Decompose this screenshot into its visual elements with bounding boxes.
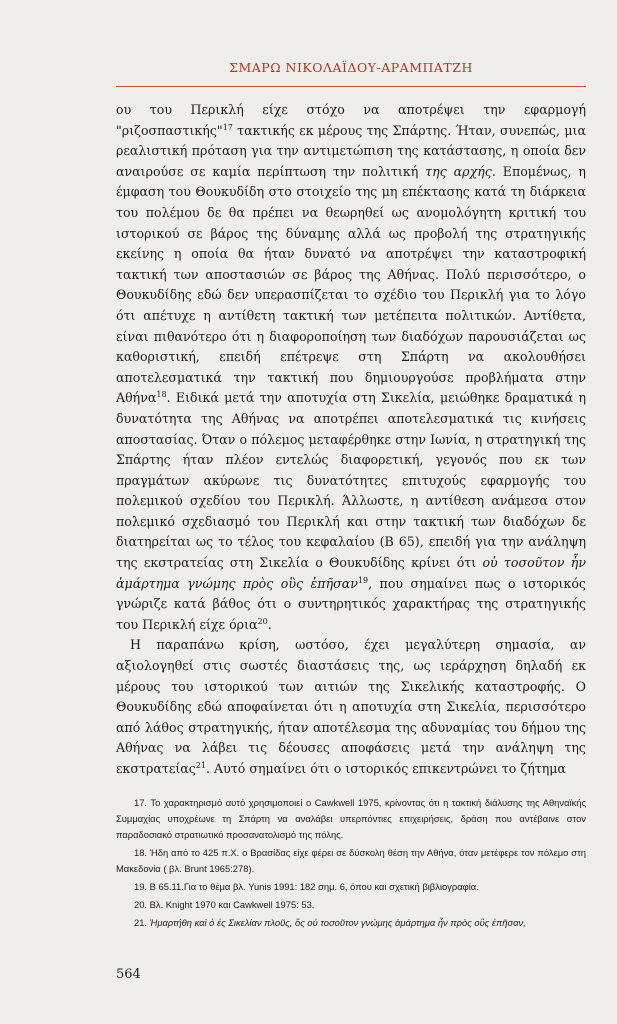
running-head: ΣΜΑΡΩ ΝΙΚΟΛΑΪΔΟΥ-ΑΡΑΜΠΑΤΖΗ bbox=[229, 60, 473, 75]
footnote-ref-19[interactable]: 19 bbox=[357, 575, 369, 585]
italic-phrase: της αρχής bbox=[425, 163, 492, 179]
footnote-17: 17. Το χαρακτηρισμό αυτό χρησιμοποιεί ο Cawkwell 1975, κρίνοντας ότι η τακτική διάλυσης της Αθηναϊκής Συμμαχίας υποχρέωνε τη Σπάρτη να αναλάβει υπερπόντιες επιχειρήσεις, δράση που αντέβαινε στον παραδοσιακό στρατιωτικό προσανατολισμό της πόλης. bbox=[116, 797, 586, 840]
footnote-ref-18[interactable]: 18 bbox=[156, 390, 167, 400]
footnote-ref-21[interactable]: 21 bbox=[195, 760, 207, 770]
paragraph-2: Η παραπάνω κρίση, ωστόσο, έχει μεγαλύτερη σημασία, αν αξιολογηθεί στις σωστές διαστάσεις της, ως ιεράρχηση δηλαδή εκ μέρους του ιστορικού των αιτιών της Σικελικής καταστροφής. Ο Θουκυδίδης εδώ αποφαίνεται ότι η αποτυχία στη Σικελία, περισσότερο από λάθος στρατηγικής, ήταν αποτέλεσμα της αδυναμίας του δήμου της Αθήνας να λάβει τις δέουσες αποφάσεις μετά την ανάληψη της εκστρατείας$^{21}$. Αυτό σημαίνει ότι ο ιστορικός επικεντρώνει το ζήτημα bbox=[116, 637, 586, 776]
footnote-ref-17[interactable]: 17 bbox=[222, 122, 233, 132]
footnote-19: 19. Β 65.11.Για το θέμα βλ. Yunis 1991: 182 σημ. 6, όπου και σχετική βιβλιογραφία. bbox=[134, 881, 479, 892]
main-text bbox=[116, 100, 586, 780]
header-rule bbox=[116, 86, 586, 87]
page-number: 564 bbox=[116, 967, 141, 982]
footnote-20: 20. Βλ. Knight 1970 και Cawkwell 1975: 53. bbox=[134, 899, 315, 910]
greek-quotation: οὐ τοσοῦτον ἦν ἁμάρτημα γνώμης πρὸς οὓς ἐπῆσαν bbox=[116, 555, 586, 591]
paragraph-1: ου του Περικλή είχε στόχο να αποτρέψει την εφαρμογή "ριζοσπαστικής"$^{17}$ τακτικής εκ μέρους της Σπάρτης. Ήταν, συνεπώς, μια ρεαλιστική πρόταση για την αντιμετώπιση της κατάστασης, η οποία δεν αναιρούσε σε καμία περίπτωση την πολιτική της αρχής. Επομένως, η έμφαση του Θουκυδίδη στο στοιχείο της μη επέκτασης κατά τη διάρκεια του πολέμου δε θα πρέπει να θεωρηθεί ως ανομολόγητη κριτική του ιστορικού σε βάρος της δύναμης αλλά ως προβολή της στρατηγικής εκείνης η οποία θα ήταν δυνατό να αποτρέψει την καταστροφική τακτική των αποστασιών σε βάρος της Αθήνας. Πολύ περισσότερο, ο Θουκυδίδης εδώ δεν υπερασπίζεται το σχέδιο του Περικλή για το λόγο ότι απέτυχε η αντίθετη τακτική των μετέπειτα πολιτικών. Αντίθετα, είναι πιθανότερο ότι η διαφοροποίηση των διαδόχων παρουσιάζεται ως καθοριστική, επειδή επέτρεψε στη Σπάρτη να ακολουθήσει αποτελεσματικά την τακτική που δημιουργούσε προβλήματα στην Αθήνα$^{18}$. Ειδικά μετά την αποτυχία στη Σικελία, μειώθηκε δραματικά η δυνατότητα της Αθήνας να αποτρέπει αποτελεσματικά τις κινήσεις αποστασίας. Όταν ο πόλεμος μεταφέρθηκε στην Ιωνία, η στρατηγική της Σπάρτης ήταν πλέον εντελώς διαφορετική, γεγονός που εκ των πραγμάτων ακύρωνε τις δυνατότητες επιτυχούς εφαρμογής του πολεμικού σχεδίου του Περικλή. Άλλωστε, η αντίθεση ανάμεσα στον πολεμικό σχεδιασμό του Περικλή και στην τακτική των διαδόχων δε διατηρείται ως το τέλος του κεφαλαίου (Β 65), επειδή για την ανάληψη της εκστρατείας στη Σικελία ο Θουκυδίδης κρίνει ότι οὐ τοσοῦτον ἦν ἁμάρτημα γνώμης πρὸς οὓς ἐπῆσαν$^{19}$, που σημαίνει πως ο ιστορικός γνώριζε κατά βάθος ότι ο συντηρητικός χαρακτήρας της στρατηγικής του Περικλή είχε όρια$^{20}$. bbox=[116, 102, 586, 632]
footnote-21: 21. Ἡμαρτήθη καὶ ὁ ἐς Σικελίαν πλοῦς, ὃς οὐ τοσοῦτον γνώμης ἁμάρτημα ἦν πρὸς οὓς ἐπῆσαν, bbox=[134, 917, 526, 928]
footnote-ref-20[interactable]: 20 bbox=[257, 616, 268, 626]
footnotes bbox=[116, 795, 586, 933]
footnote-18: 18. Ήδη από το 425 π.Χ. ο Βρασίδας είχε φέρει σε δύσκολη θέση την Αθήνα, όταν μετέφερε τον πόλεμο στη Μακεδονία ( βλ. Brunt 1965:278). bbox=[116, 847, 586, 874]
